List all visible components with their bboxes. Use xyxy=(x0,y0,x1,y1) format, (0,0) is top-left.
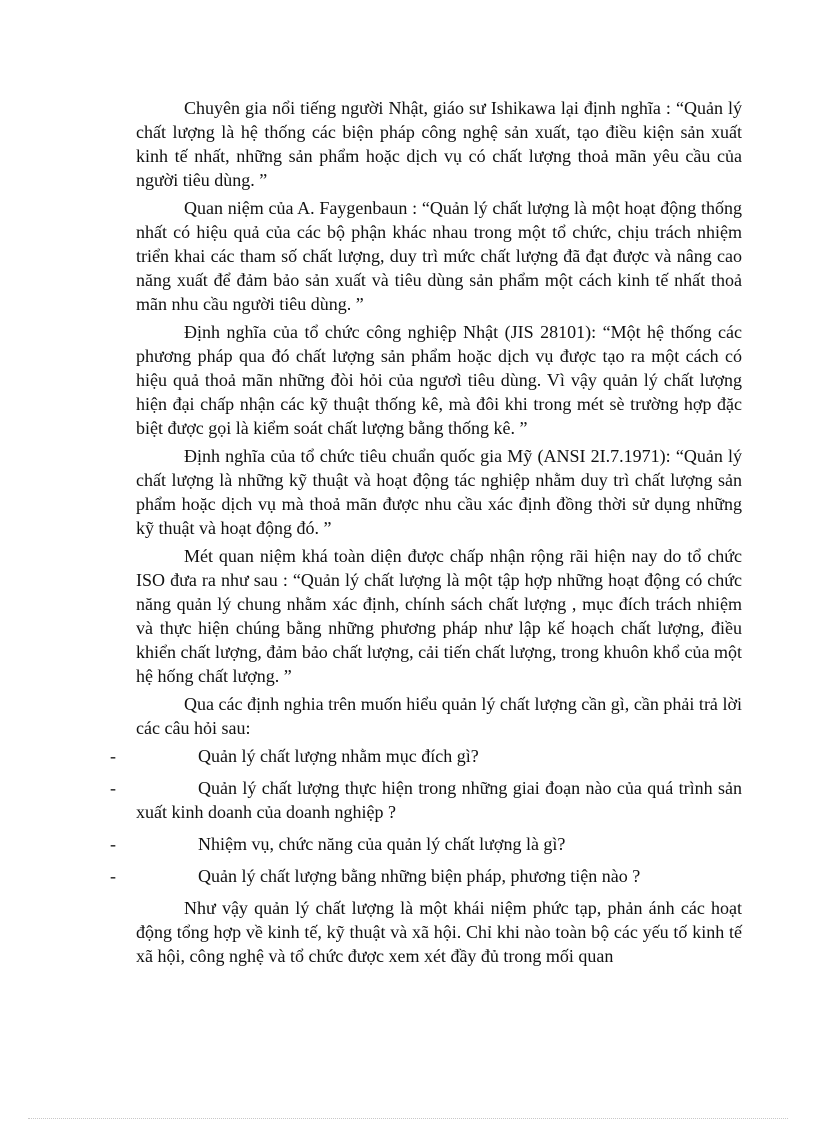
bullet-dash: - xyxy=(110,778,116,798)
paragraph-closing: Như vậy quản lý chất lượng là một khái niệm phức tạp, phản ánh các hoạt động tổng hợp về kinh tế, kỹ thuật và xã hội. Chỉ khi nào toàn bộ các yếu tố kinh tế xã hội, công nghệ và tổ chức được xem xét đầy đủ trong mối quan xyxy=(136,898,742,966)
list-item xyxy=(110,776,742,824)
list-item xyxy=(110,864,742,888)
page-bottom-divider xyxy=(28,1118,788,1119)
bullet-dash: - xyxy=(110,746,116,766)
list-item xyxy=(110,832,742,856)
paragraph-questions-intro: Qua các định nghia trên muốn hiểu quản lý chất lượng cần gì, cần phải trả lời các câu hỏi sau: xyxy=(136,694,742,738)
paragraph-jis-definition: Định nghĩa của tổ chức công nghiệp Nhật (JIS 28101): “Một hệ thống các phương pháp qua đó chất lượng sản phẩm hoặc dịch vụ được tạo ra một cách có hiệu quả thoả mãn những đòi hỏi của ngươì tiêu dùng. Vì vậy quản lý chất lượng hiện đại chấp nhận các kỹ thuật thống kê, mà đôi khi trong mét sè trường hợp đặc biệt được gọi là kiểm soát chất lượng bằng thống kê. ” xyxy=(136,322,742,438)
document-page xyxy=(110,96,742,972)
question-text: Quản lý chất lượng nhằm mục đích gì? xyxy=(198,746,479,766)
list-item xyxy=(110,744,742,768)
bullet-dash: - xyxy=(110,866,116,886)
paragraph-ansi-definition: Định nghĩa của tổ chức tiêu chuẩn quốc gia Mỹ (ANSI 2I.7.1971): “Quản lý chất lượng là những kỹ thuật và hoạt động tác nghiệp nhằm duy trì chất lượng sản phẩm hoặc dịch vụ mà thoả mãn được nhu cầu xác định đồng thời sử dụng những kỹ thuật và hoạt động đó. ” xyxy=(136,446,742,538)
question-text: Quản lý chất lượng thực hiện trong những giai đoạn nào của quá trình sản xuất kinh doanh của doanh nghiệp ? xyxy=(136,778,742,822)
paragraph-iso-definition: Mét quan niệm khá toàn diện được chấp nhận rộng rãi hiện nay do tổ chức ISO đưa ra như sau : “Quản lý chất lượng là một tập hợp những hoạt động có chức năng quản lý chung nhằm xác định, chính sách chất lượng , mục đích trách nhiệm và thực hiện chúng bằng những phương pháp như lập kế hoạch chất lượng, điều khiển chất lượng, đảm bảo chất lượng, cải tiến chất lượng, trong khuôn khổ của một hệ hống chất lượng. ” xyxy=(136,546,742,686)
question-list xyxy=(110,744,742,888)
paragraph-faygenbaun-definition: Quan niệm của A. Faygenbaun : “Quản lý chất lượng là một hoạt động thống nhất có hiệu quả của các bộ phận khác nhau trong một tổ chức, chịu trách nhiệm triển khai các tham số chất lượng, duy trì mức chất lượng đã đạt được và nâng cao năng xuất để đảm bảo sản xuất và tiêu dùng sản phẩm một cách kinh tế nhất thoả mãn nhu cầu người tiêu dùng. ” xyxy=(136,198,742,314)
question-text: Quản lý chất lượng bằng những biện pháp, phương tiện nào ? xyxy=(198,866,641,886)
bullet-dash: - xyxy=(110,834,116,854)
question-text: Nhiệm vụ, chức năng của quản lý chất lượng là gì? xyxy=(198,834,566,854)
paragraph-ishikawa-definition: Chuyên gia nổi tiếng người Nhật, giáo sư Ishikawa lại định nghĩa : “Quản lý chất lượng là hệ thống các biện pháp công nghệ sản xuất, tạo điều kiện sản xuất kinh tế nhất, những sản phẩm hoặc dịch vụ có chất lượng thoả mãn yêu cầu của người tiêu dùng. ” xyxy=(136,98,742,190)
